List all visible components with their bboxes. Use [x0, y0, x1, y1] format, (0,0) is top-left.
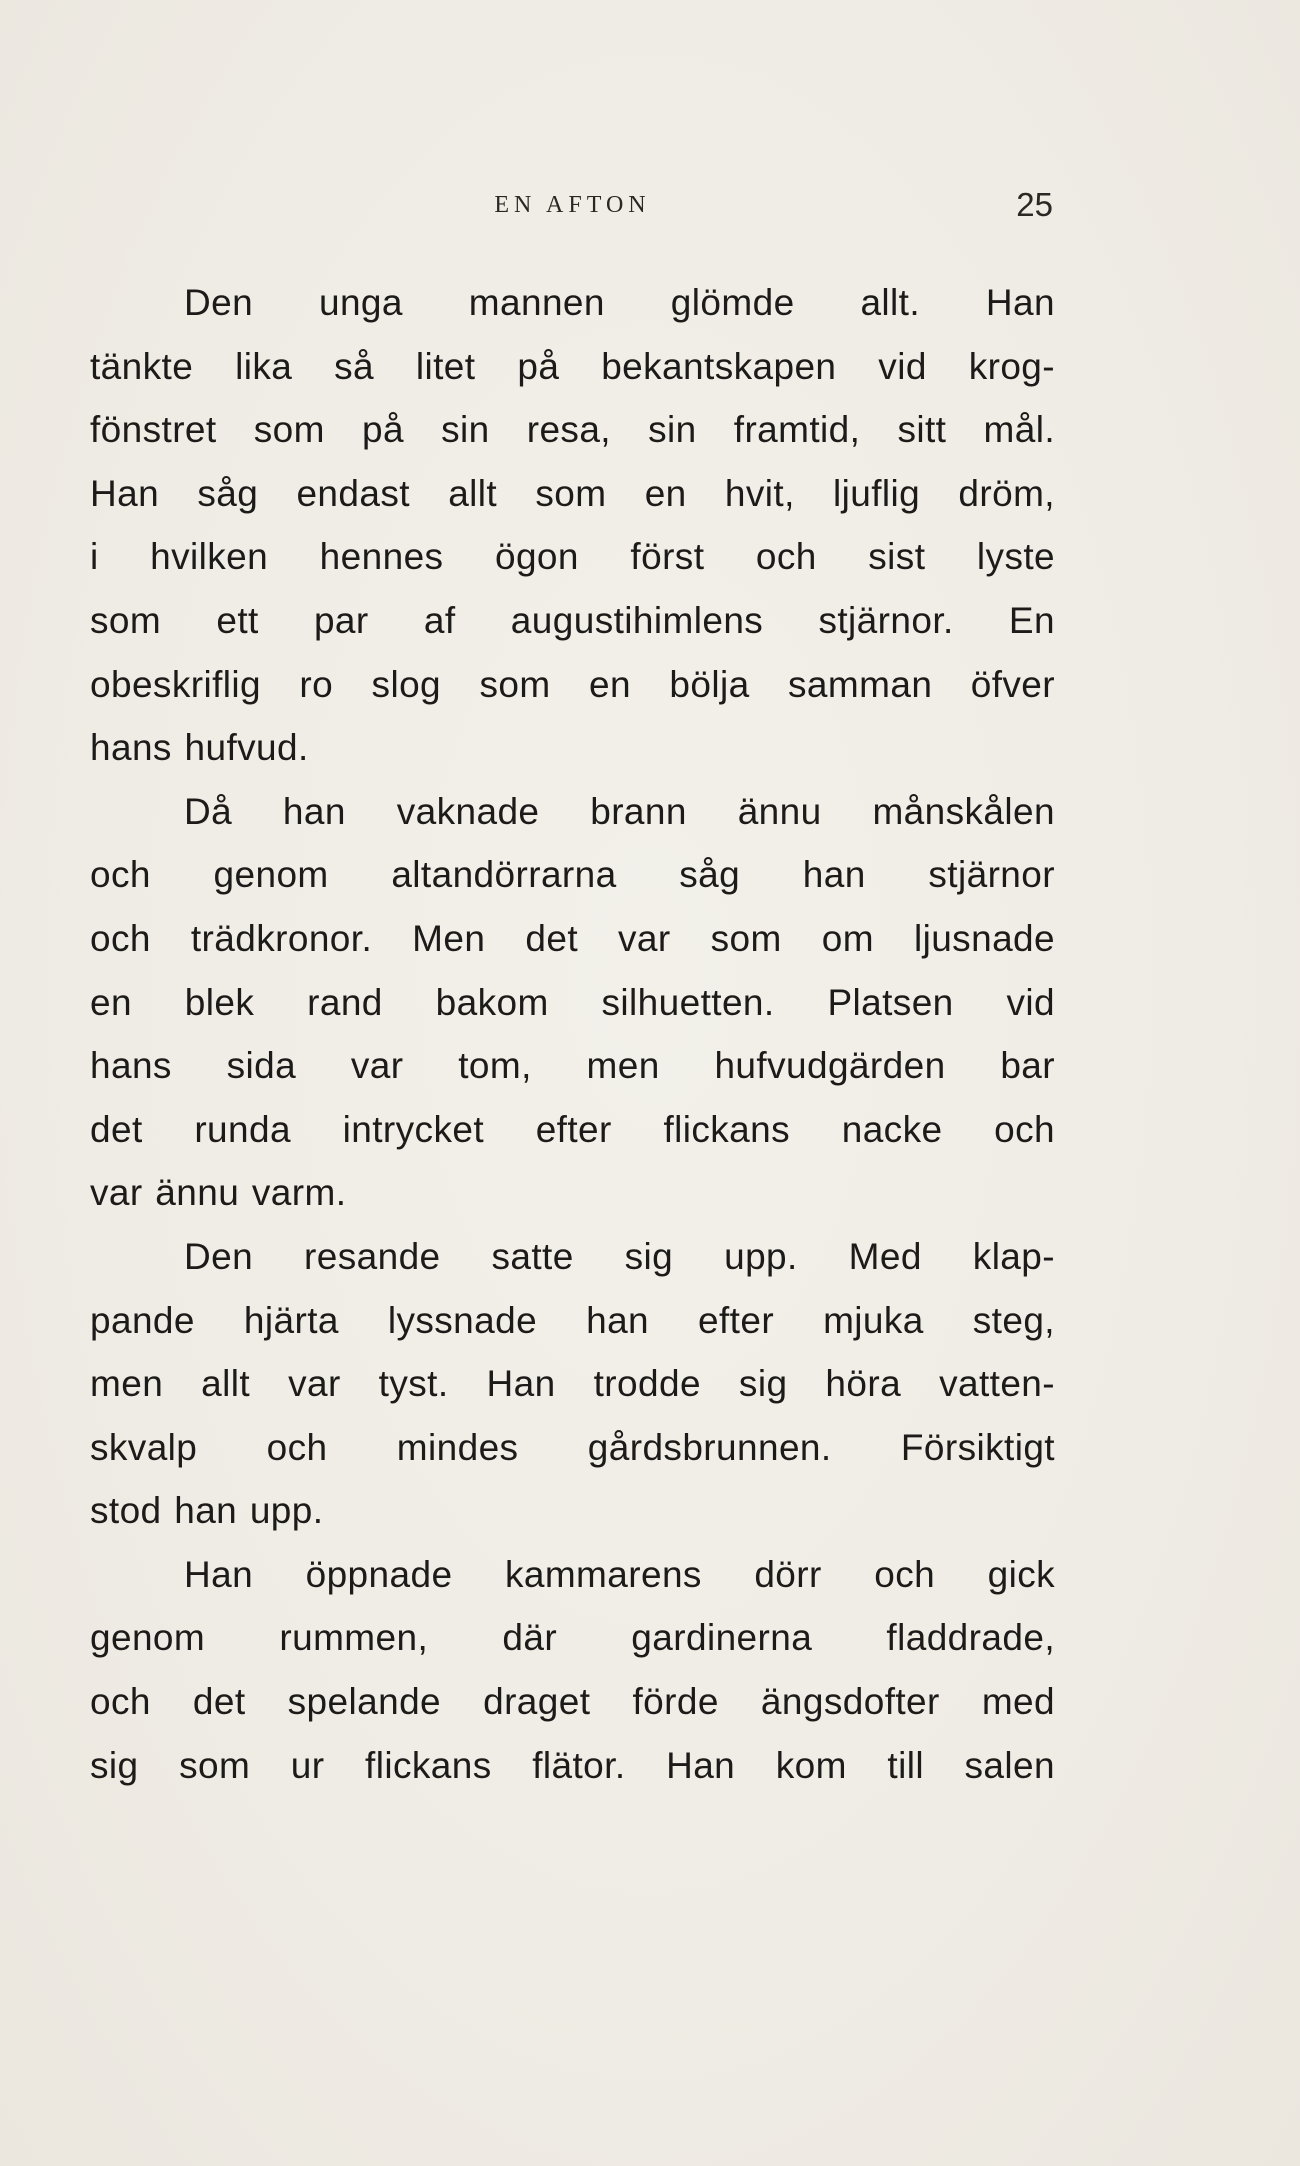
page-number: 25 — [1016, 186, 1053, 223]
text-line: stod han upp. — [90, 1490, 324, 1532]
text-line: Han öppnade kammarens dörr och gick — [184, 1553, 1055, 1595]
text-line: obeskriflig ro slog som en bölja samman öfver — [90, 663, 1055, 705]
text-line: sig som ur flickans flätor. Han kom till salen — [90, 1744, 1055, 1786]
text-line: Den unga mannen glömde allt. Han — [184, 282, 1055, 323]
text-line: Han såg endast allt som en hvit, ljuflig dröm, — [90, 472, 1055, 514]
body-text — [90, 271, 1055, 1797]
text-line: pande hjärta lyssnade han efter mjuka steg, — [90, 1299, 1055, 1341]
text-line: hans hufvud. — [90, 727, 309, 769]
text-line: skvalp och mindes gårdsbrunnen. Försiktigt — [90, 1426, 1055, 1468]
text-line: tänkte lika så litet på bekantskapen vid krog- — [90, 345, 1055, 387]
text-line: var ännu varm. — [90, 1172, 347, 1214]
text-line: hans sida var tom, men hufvudgärden bar — [90, 1045, 1055, 1087]
text-line: och trädkronor. Men det var som om ljusnade — [90, 917, 1055, 959]
text-line: det runda intrycket efter flickans nacke och — [90, 1108, 1055, 1150]
text-line: och det spelande draget förde ängsdofter med — [90, 1681, 1055, 1723]
text-line: som ett par af augustihimlens stjärnor. En — [90, 599, 1055, 641]
text-line: Då han vaknade brann ännu månskålen — [184, 790, 1055, 832]
text-line: en blek rand bakom silhuetten. Platsen vid — [90, 981, 1055, 1023]
text-line: i hvilken hennes ögon först och sist lyste — [90, 536, 1055, 578]
text-line: Den resande satte sig upp. Med klap- — [184, 1235, 1055, 1277]
text-line: men allt var tyst. Han trodde sig höra vatten- — [90, 1363, 1055, 1405]
running-head — [90, 186, 1055, 226]
running-title: EN AFTON — [494, 192, 651, 218]
text-line: fönstret som på sin resa, sin framtid, sitt mål. — [90, 409, 1055, 451]
text-line: och genom altandörrarna såg han stjärnor — [90, 854, 1055, 896]
text-line: genom rummen, där gardinerna fladdrade, — [90, 1617, 1055, 1659]
